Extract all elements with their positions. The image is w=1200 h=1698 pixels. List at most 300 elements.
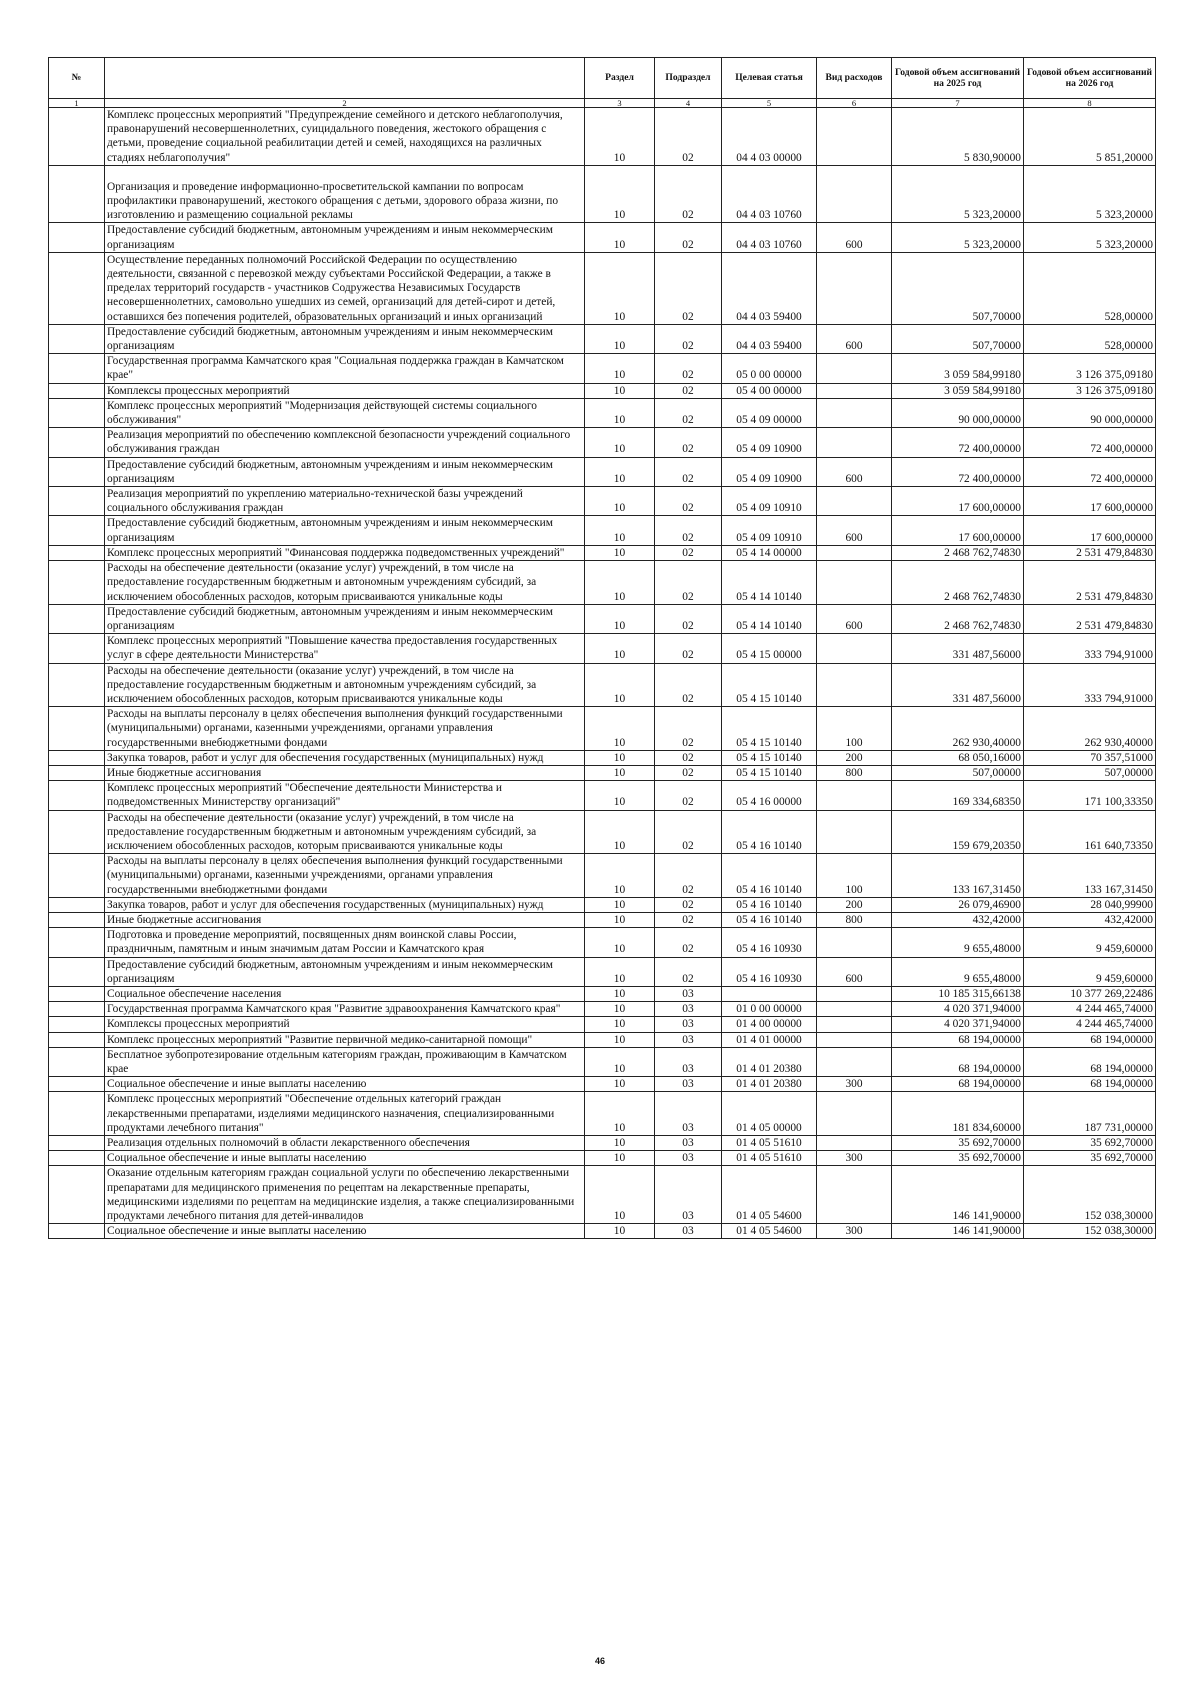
row-name: Организация и проведение информационно-просветительской кампании по вопросам профилактики правонарушений, жестокого обращения с детьми, здорового образа жизни, по изготовлению и размещению социальной рекламы bbox=[105, 165, 585, 223]
row-2025: 432,42000 bbox=[892, 912, 1024, 927]
table-row bbox=[49, 604, 1156, 633]
row-name: Социальное обеспечение и иные выплаты населению bbox=[105, 1151, 585, 1166]
row-razdel: 10 bbox=[585, 634, 655, 663]
num-cell bbox=[49, 354, 105, 383]
row-vid bbox=[817, 108, 892, 166]
table-row bbox=[49, 165, 1156, 223]
row-vid: 100 bbox=[817, 854, 892, 898]
row-2026: 70 357,51000 bbox=[1024, 750, 1156, 765]
row-2026: 171 100,33350 bbox=[1024, 781, 1156, 810]
row-razdel: 10 bbox=[585, 1017, 655, 1032]
row-target: 05 4 15 10140 bbox=[722, 663, 817, 707]
col-podrazdel-header: Подраздел bbox=[655, 58, 722, 99]
row-razdel: 10 bbox=[585, 354, 655, 383]
row-name: Государственная программа Камчатского края "Социальная поддержка граждан в Камчатском крае" bbox=[105, 354, 585, 383]
row-2026: 4 244 465,74000 bbox=[1024, 1017, 1156, 1032]
num-cell bbox=[49, 516, 105, 545]
row-name: Реализация мероприятий по укреплению материально-технической базы учреждений социального обслуживания граждан bbox=[105, 487, 585, 516]
table-row bbox=[49, 750, 1156, 765]
table-row bbox=[49, 516, 1156, 545]
row-vid: 600 bbox=[817, 516, 892, 545]
row-2026: 17 600,00000 bbox=[1024, 516, 1156, 545]
table-row bbox=[49, 108, 1156, 166]
row-podrazdel: 02 bbox=[655, 781, 722, 810]
row-razdel: 10 bbox=[585, 1077, 655, 1092]
row-2026: 72 400,00000 bbox=[1024, 428, 1156, 457]
row-name: Осуществление переданных полномочий Российской Федерации по осуществлению деятельности, связанной с перевозкой между субъектами Российской Федерации, а также в пределах территорий государств - участников Содружества Независимых Государств несовершеннолетних, самовольно ушедших из семей, организаций для детей-сирот и детей, оставшихся без попечения родителей, образовательных организаций и иных организаций bbox=[105, 252, 585, 324]
col-razdel-header: Раздел bbox=[585, 58, 655, 99]
column-number: 8 bbox=[1024, 99, 1156, 108]
row-vid bbox=[817, 165, 892, 223]
table-body bbox=[49, 108, 1156, 1239]
row-name: Расходы на обеспечение деятельности (оказание услуг) учреждений, в том числе на предоставление государственным бюджетным и автономным учреждениям субсидий, за исключением обособленных расходов, которым присваиваются уникальные коды bbox=[105, 663, 585, 707]
row-podrazdel: 02 bbox=[655, 810, 722, 854]
table-row bbox=[49, 810, 1156, 854]
num-cell bbox=[49, 781, 105, 810]
table-row bbox=[49, 928, 1156, 957]
row-vid bbox=[817, 487, 892, 516]
row-razdel: 10 bbox=[585, 428, 655, 457]
num-cell bbox=[49, 1017, 105, 1032]
table-row bbox=[49, 1092, 1156, 1136]
num-cell bbox=[49, 765, 105, 780]
row-podrazdel: 02 bbox=[655, 854, 722, 898]
row-name: Предоставление субсидий бюджетным, автономным учреждениям и иным некоммерческим организациям bbox=[105, 324, 585, 353]
table-row bbox=[49, 957, 1156, 986]
row-2025: 72 400,00000 bbox=[892, 457, 1024, 486]
row-2025: 2 468 762,74830 bbox=[892, 561, 1024, 605]
row-podrazdel: 03 bbox=[655, 1092, 722, 1136]
row-podrazdel: 03 bbox=[655, 1017, 722, 1032]
row-target: 05 4 16 10930 bbox=[722, 928, 817, 957]
row-podrazdel: 03 bbox=[655, 1224, 722, 1239]
row-target: 05 4 16 00000 bbox=[722, 781, 817, 810]
row-podrazdel: 02 bbox=[655, 383, 722, 398]
row-target: 05 4 15 10140 bbox=[722, 750, 817, 765]
row-2025: 146 141,90000 bbox=[892, 1166, 1024, 1224]
row-razdel: 10 bbox=[585, 854, 655, 898]
row-razdel: 10 bbox=[585, 604, 655, 633]
row-2025: 3 059 584,99180 bbox=[892, 354, 1024, 383]
row-podrazdel: 02 bbox=[655, 545, 722, 560]
row-razdel: 10 bbox=[585, 663, 655, 707]
row-target: 05 4 14 10140 bbox=[722, 604, 817, 633]
num-cell bbox=[49, 750, 105, 765]
row-podrazdel: 02 bbox=[655, 765, 722, 780]
num-cell bbox=[49, 108, 105, 166]
row-2025: 331 487,56000 bbox=[892, 634, 1024, 663]
row-2025: 4 020 371,94000 bbox=[892, 1002, 1024, 1017]
row-podrazdel: 02 bbox=[655, 223, 722, 252]
row-target: 04 4 03 59400 bbox=[722, 324, 817, 353]
row-razdel: 10 bbox=[585, 561, 655, 605]
row-podrazdel: 02 bbox=[655, 165, 722, 223]
row-razdel: 10 bbox=[585, 165, 655, 223]
row-2025: 507,70000 bbox=[892, 324, 1024, 353]
row-2026: 4 244 465,74000 bbox=[1024, 1002, 1156, 1017]
row-vid: 600 bbox=[817, 957, 892, 986]
row-target: 05 4 15 10140 bbox=[722, 707, 817, 751]
row-target: 05 4 15 00000 bbox=[722, 634, 817, 663]
row-2026: 133 167,31450 bbox=[1024, 854, 1156, 898]
row-target: 05 4 00 00000 bbox=[722, 383, 817, 398]
row-name: Комплекс процессных мероприятий "Обеспечение отдельных категорий граждан лекарственными препаратами, изделиями медицинского назначения, специализированными продуктами лечебного питания" bbox=[105, 1092, 585, 1136]
row-2025: 5 830,90000 bbox=[892, 108, 1024, 166]
row-name: Иные бюджетные ассигнования bbox=[105, 765, 585, 780]
row-name: Закупка товаров, работ и услуг для обеспечения государственных (муниципальных) нужд bbox=[105, 750, 585, 765]
row-target: 01 4 01 20380 bbox=[722, 1047, 817, 1076]
header-row bbox=[49, 58, 1156, 99]
row-2025: 35 692,70000 bbox=[892, 1151, 1024, 1166]
row-vid: 300 bbox=[817, 1151, 892, 1166]
row-2026: 68 194,00000 bbox=[1024, 1077, 1156, 1092]
num-cell bbox=[49, 324, 105, 353]
row-target: 04 4 03 59400 bbox=[722, 252, 817, 324]
row-vid bbox=[817, 545, 892, 560]
num-cell bbox=[49, 165, 105, 223]
row-2026: 432,42000 bbox=[1024, 912, 1156, 927]
budget-table bbox=[48, 57, 1156, 1239]
row-vid bbox=[817, 1047, 892, 1076]
row-podrazdel: 02 bbox=[655, 108, 722, 166]
col-2026-header: Годовой объем ассигнований на 2026 год bbox=[1024, 58, 1156, 99]
row-2025: 5 323,20000 bbox=[892, 223, 1024, 252]
table-row bbox=[49, 1032, 1156, 1047]
num-cell bbox=[49, 223, 105, 252]
row-vid: 800 bbox=[817, 912, 892, 927]
row-2025: 4 020 371,94000 bbox=[892, 1017, 1024, 1032]
num-cell bbox=[49, 1092, 105, 1136]
row-target: 05 4 14 10140 bbox=[722, 561, 817, 605]
row-2026: 333 794,91000 bbox=[1024, 663, 1156, 707]
row-name: Расходы на обеспечение деятельности (оказание услуг) учреждений, в том числе на предоставление государственным бюджетным и автономным учреждениям субсидий, за исключением обособленных расходов, которым присваиваются уникальные коды bbox=[105, 561, 585, 605]
row-vid bbox=[817, 781, 892, 810]
row-name: Расходы на выплаты персоналу в целях обеспечения выполнения функций государственными (муниципальными) органами, казенными учреждениями, органами управления государственными внебюджетными фондами bbox=[105, 854, 585, 898]
row-razdel: 10 bbox=[585, 986, 655, 1001]
row-razdel: 10 bbox=[585, 1151, 655, 1166]
row-razdel: 10 bbox=[585, 223, 655, 252]
row-target: 01 4 01 00000 bbox=[722, 1032, 817, 1047]
table-row bbox=[49, 428, 1156, 457]
row-2025: 68 194,00000 bbox=[892, 1077, 1024, 1092]
row-vid bbox=[817, 428, 892, 457]
num-cell bbox=[49, 1032, 105, 1047]
num-cell bbox=[49, 1166, 105, 1224]
num-cell bbox=[49, 1047, 105, 1076]
row-podrazdel: 03 bbox=[655, 1166, 722, 1224]
row-razdel: 10 bbox=[585, 957, 655, 986]
column-number: 1 bbox=[49, 99, 105, 108]
row-2026: 9 459,60000 bbox=[1024, 957, 1156, 986]
row-vid bbox=[817, 1002, 892, 1017]
row-2026: 2 531 479,84830 bbox=[1024, 545, 1156, 560]
row-vid: 200 bbox=[817, 750, 892, 765]
row-name: Предоставление субсидий бюджетным, автономным учреждениям и иным некоммерческим организациям bbox=[105, 516, 585, 545]
row-2026: 3 126 375,09180 bbox=[1024, 354, 1156, 383]
row-name: Предоставление субсидий бюджетным, автономным учреждениям и иным некоммерческим организациям bbox=[105, 457, 585, 486]
row-2025: 26 079,46900 bbox=[892, 897, 1024, 912]
table-row bbox=[49, 1077, 1156, 1092]
column-number: 6 bbox=[817, 99, 892, 108]
row-target: 05 4 16 10140 bbox=[722, 854, 817, 898]
num-cell bbox=[49, 398, 105, 427]
num-cell bbox=[49, 1002, 105, 1017]
row-name: Предоставление субсидий бюджетным, автономным учреждениям и иным некоммерческим организациям bbox=[105, 604, 585, 633]
row-2025: 262 930,40000 bbox=[892, 707, 1024, 751]
table-row bbox=[49, 561, 1156, 605]
row-podrazdel: 02 bbox=[655, 561, 722, 605]
row-podrazdel: 02 bbox=[655, 957, 722, 986]
row-podrazdel: 02 bbox=[655, 897, 722, 912]
row-2025: 35 692,70000 bbox=[892, 1136, 1024, 1151]
row-razdel: 10 bbox=[585, 1136, 655, 1151]
row-2026: 528,00000 bbox=[1024, 252, 1156, 324]
row-2025: 68 194,00000 bbox=[892, 1032, 1024, 1047]
row-2025: 2 468 762,74830 bbox=[892, 545, 1024, 560]
table-row bbox=[49, 324, 1156, 353]
row-target: 05 0 00 00000 bbox=[722, 354, 817, 383]
row-target: 04 4 03 10760 bbox=[722, 223, 817, 252]
row-2026: 35 692,70000 bbox=[1024, 1151, 1156, 1166]
row-podrazdel: 02 bbox=[655, 604, 722, 633]
row-razdel: 10 bbox=[585, 487, 655, 516]
row-2025: 90 000,00000 bbox=[892, 398, 1024, 427]
row-target: 05 4 16 10140 bbox=[722, 912, 817, 927]
row-2025: 133 167,31450 bbox=[892, 854, 1024, 898]
row-name: Комплексы процессных мероприятий bbox=[105, 383, 585, 398]
row-razdel: 10 bbox=[585, 1092, 655, 1136]
row-vid bbox=[817, 561, 892, 605]
row-vid: 300 bbox=[817, 1224, 892, 1239]
row-podrazdel: 02 bbox=[655, 516, 722, 545]
num-cell bbox=[49, 986, 105, 1001]
row-vid bbox=[817, 1092, 892, 1136]
row-2026: 152 038,30000 bbox=[1024, 1166, 1156, 1224]
row-podrazdel: 02 bbox=[655, 707, 722, 751]
row-2026: 35 692,70000 bbox=[1024, 1136, 1156, 1151]
row-2025: 17 600,00000 bbox=[892, 516, 1024, 545]
row-vid bbox=[817, 1032, 892, 1047]
table-row bbox=[49, 912, 1156, 927]
row-2026: 5 323,20000 bbox=[1024, 223, 1156, 252]
table-row bbox=[49, 223, 1156, 252]
num-cell bbox=[49, 707, 105, 751]
row-name: Бесплатное зубопротезирование отдельным категориям граждан, проживающим в Камчатском крае bbox=[105, 1047, 585, 1076]
row-razdel: 10 bbox=[585, 383, 655, 398]
row-podrazdel: 02 bbox=[655, 398, 722, 427]
column-number-row bbox=[49, 99, 1156, 108]
page-number: 46 bbox=[594, 1656, 605, 1666]
row-2025: 5 323,20000 bbox=[892, 165, 1024, 223]
row-vid: 200 bbox=[817, 897, 892, 912]
row-razdel: 10 bbox=[585, 1032, 655, 1047]
row-razdel: 10 bbox=[585, 928, 655, 957]
row-2026: 5 323,20000 bbox=[1024, 165, 1156, 223]
row-target: 01 4 00 00000 bbox=[722, 1017, 817, 1032]
row-name: Комплекс процессных мероприятий "Финансовая поддержка подведомственных учреждений" bbox=[105, 545, 585, 560]
row-podrazdel: 02 bbox=[655, 428, 722, 457]
budget-table-sheet bbox=[48, 57, 1156, 1239]
table-row bbox=[49, 781, 1156, 810]
row-vid bbox=[817, 383, 892, 398]
num-cell bbox=[49, 487, 105, 516]
row-razdel: 10 bbox=[585, 398, 655, 427]
table-row bbox=[49, 897, 1156, 912]
col-vid-header: Вид расходов bbox=[817, 58, 892, 99]
row-name: Комплекс процессных мероприятий "Предупреждение семейного и детского неблагополучия, правонарушений несовершеннолетних, суицидального поведения, жестокого обращения с детьми, проведение социальной реабилитации детей и семей, находящихся на различных стадиях неблагополучия" bbox=[105, 108, 585, 166]
row-name: Комплекс процессных мероприятий "Развитие первичной медико-санитарной помощи" bbox=[105, 1032, 585, 1047]
row-2025: 159 679,20350 bbox=[892, 810, 1024, 854]
table-row bbox=[49, 545, 1156, 560]
row-2026: 528,00000 bbox=[1024, 324, 1156, 353]
row-target: 01 4 05 51610 bbox=[722, 1136, 817, 1151]
row-name: Реализация мероприятий по обеспечению комплексной безопасности учреждений социального обслуживания граждан bbox=[105, 428, 585, 457]
table-row bbox=[49, 354, 1156, 383]
row-vid bbox=[817, 928, 892, 957]
row-2026: 3 126 375,09180 bbox=[1024, 383, 1156, 398]
row-vid bbox=[817, 1017, 892, 1032]
row-target: 05 4 14 00000 bbox=[722, 545, 817, 560]
row-2026: 10 377 269,22486 bbox=[1024, 986, 1156, 1001]
row-target: 01 4 05 54600 bbox=[722, 1224, 817, 1239]
num-cell bbox=[49, 854, 105, 898]
row-razdel: 10 bbox=[585, 1047, 655, 1076]
row-podrazdel: 02 bbox=[655, 354, 722, 383]
row-name: Социальное обеспечение и иные выплаты населению bbox=[105, 1224, 585, 1239]
row-name: Комплекс процессных мероприятий "Обеспечение деятельности Министерства и подведомственных Министерству организаций" bbox=[105, 781, 585, 810]
row-name: Иные бюджетные ассигнования bbox=[105, 912, 585, 927]
row-vid: 800 bbox=[817, 765, 892, 780]
table-row bbox=[49, 1136, 1156, 1151]
table-row bbox=[49, 663, 1156, 707]
row-podrazdel: 02 bbox=[655, 252, 722, 324]
row-podrazdel: 03 bbox=[655, 1136, 722, 1151]
num-cell bbox=[49, 428, 105, 457]
row-razdel: 10 bbox=[585, 324, 655, 353]
row-target: 05 4 09 10900 bbox=[722, 457, 817, 486]
row-name: Социальное обеспечение населения bbox=[105, 986, 585, 1001]
row-target: 05 4 09 10910 bbox=[722, 516, 817, 545]
table-row bbox=[49, 457, 1156, 486]
row-podrazdel: 03 bbox=[655, 1077, 722, 1092]
table-row bbox=[49, 383, 1156, 398]
row-vid bbox=[817, 663, 892, 707]
row-target: 05 4 16 10930 bbox=[722, 957, 817, 986]
row-2026: 9 459,60000 bbox=[1024, 928, 1156, 957]
table-row bbox=[49, 854, 1156, 898]
row-2026: 2 531 479,84830 bbox=[1024, 604, 1156, 633]
row-2026: 187 731,00000 bbox=[1024, 1092, 1156, 1136]
row-name: Комплексы процессных мероприятий bbox=[105, 1017, 585, 1032]
row-target: 05 4 09 10900 bbox=[722, 428, 817, 457]
table-row bbox=[49, 1017, 1156, 1032]
row-razdel: 10 bbox=[585, 252, 655, 324]
row-target: 01 4 05 00000 bbox=[722, 1092, 817, 1136]
row-target: 01 4 05 51610 bbox=[722, 1151, 817, 1166]
num-cell bbox=[49, 1224, 105, 1239]
row-razdel: 10 bbox=[585, 516, 655, 545]
row-2025: 169 334,68350 bbox=[892, 781, 1024, 810]
row-2025: 10 185 315,66138 bbox=[892, 986, 1024, 1001]
row-vid: 600 bbox=[817, 604, 892, 633]
table-row bbox=[49, 634, 1156, 663]
table-row bbox=[49, 1151, 1156, 1166]
row-2026: 90 000,00000 bbox=[1024, 398, 1156, 427]
row-target: 05 4 09 10910 bbox=[722, 487, 817, 516]
row-target: 05 4 15 10140 bbox=[722, 765, 817, 780]
num-cell bbox=[49, 1077, 105, 1092]
num-cell bbox=[49, 663, 105, 707]
row-name: Предоставление субсидий бюджетным, автономным учреждениям и иным некоммерческим организациям bbox=[105, 957, 585, 986]
column-number: 4 bbox=[655, 99, 722, 108]
row-name: Закупка товаров, работ и услуг для обеспечения государственных (муниципальных) нужд bbox=[105, 897, 585, 912]
table-row bbox=[49, 487, 1156, 516]
num-cell bbox=[49, 897, 105, 912]
column-number: 2 bbox=[105, 99, 585, 108]
row-2026: 161 640,73350 bbox=[1024, 810, 1156, 854]
row-2025: 3 059 584,99180 bbox=[892, 383, 1024, 398]
row-podrazdel: 03 bbox=[655, 986, 722, 1001]
row-2026: 5 851,20000 bbox=[1024, 108, 1156, 166]
row-podrazdel: 02 bbox=[655, 928, 722, 957]
row-2026: 17 600,00000 bbox=[1024, 487, 1156, 516]
num-cell bbox=[49, 545, 105, 560]
num-cell bbox=[49, 634, 105, 663]
table-row bbox=[49, 707, 1156, 751]
row-name: Комплекс процессных мероприятий "Повышение качества предоставления государственных услуг в сфере деятельности Министерства" bbox=[105, 634, 585, 663]
row-razdel: 10 bbox=[585, 781, 655, 810]
row-name: Комплекс процессных мероприятий "Модернизация действующей системы социального обслуживания" bbox=[105, 398, 585, 427]
row-vid bbox=[817, 1166, 892, 1224]
num-cell bbox=[49, 912, 105, 927]
row-vid bbox=[817, 1136, 892, 1151]
row-vid: 100 bbox=[817, 707, 892, 751]
row-2026: 68 194,00000 bbox=[1024, 1032, 1156, 1047]
row-name: Государственная программа Камчатского края "Развитие здравоохранения Камчатского края" bbox=[105, 1002, 585, 1017]
row-2026: 68 194,00000 bbox=[1024, 1047, 1156, 1076]
row-vid bbox=[817, 810, 892, 854]
row-razdel: 10 bbox=[585, 545, 655, 560]
row-razdel: 10 bbox=[585, 750, 655, 765]
row-podrazdel: 03 bbox=[655, 1151, 722, 1166]
row-target: 04 4 03 00000 bbox=[722, 108, 817, 166]
row-target bbox=[722, 986, 817, 1001]
row-target: 01 4 01 20380 bbox=[722, 1077, 817, 1092]
row-2026: 72 400,00000 bbox=[1024, 457, 1156, 486]
row-podrazdel: 02 bbox=[655, 457, 722, 486]
table-row bbox=[49, 765, 1156, 780]
row-vid: 600 bbox=[817, 457, 892, 486]
row-2025: 68 194,00000 bbox=[892, 1047, 1024, 1076]
row-vid: 600 bbox=[817, 324, 892, 353]
row-target: 01 0 00 00000 bbox=[722, 1002, 817, 1017]
num-cell bbox=[49, 957, 105, 986]
table-row bbox=[49, 252, 1156, 324]
row-name: Социальное обеспечение и иные выплаты населению bbox=[105, 1077, 585, 1092]
row-podrazdel: 03 bbox=[655, 1002, 722, 1017]
row-name: Расходы на выплаты персоналу в целях обеспечения выполнения функций государственными (муниципальными) органами, казенными учреждениями, органами управления государственными внебюджетными фондами bbox=[105, 707, 585, 751]
row-podrazdel: 03 bbox=[655, 1032, 722, 1047]
row-podrazdel: 02 bbox=[655, 324, 722, 353]
row-2026: 262 930,40000 bbox=[1024, 707, 1156, 751]
row-vid bbox=[817, 986, 892, 1001]
num-cell bbox=[49, 604, 105, 633]
table-row bbox=[49, 1224, 1156, 1239]
row-razdel: 10 bbox=[585, 1166, 655, 1224]
num-cell bbox=[49, 383, 105, 398]
row-target: 05 4 16 10140 bbox=[722, 810, 817, 854]
row-name: Оказание отдельным категориям граждан социальной услуги по обеспечению лекарственными препаратами для медицинского применения по рецептам на лекарственные препараты, медицинскими изделиями по рецептам на медицинские изделия, а также специализированными продуктами лечебного питания для детей-инвалидов bbox=[105, 1166, 585, 1224]
